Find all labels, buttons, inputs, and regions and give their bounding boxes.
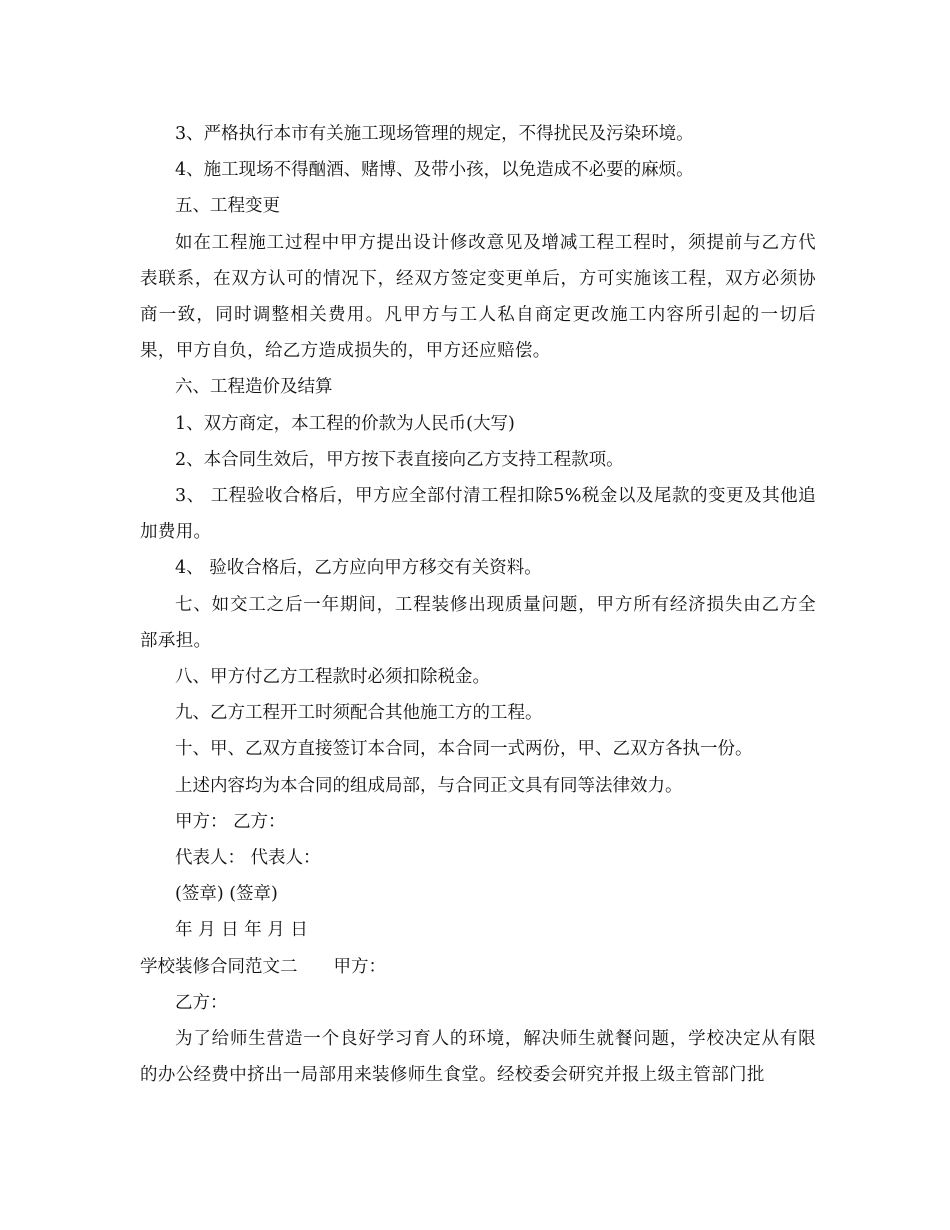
clause-3: 3、严格执行本市有关施工现场管理的规定，不得扰民及污染环境。 [175,124,694,144]
section-7: 七、如交工之后一年期间，工程装修出现质量问题，甲方所有经济损失由乙方全部承担。 [140,594,816,651]
section-6-item-1: 1、双方商定，本工程的价款为人民币(大写) [175,413,515,434]
section-6-item-2: 2、本合同生效后，甲方按下表直接向乙方支持工程款项。 [175,449,624,470]
sample-2-intro: 为了给师生营造一个良好学习育人的环境，解决师生就餐问题，学校决定从有限的办公经费中挤出一局部用来装修师生食堂。经校委会研究并报上级主管部门批 [140,1029,816,1086]
section-5-paragraph: 如在工程施工过程中甲方提出设计修改意见及增减工程工程时，须提前与乙方代表联系，在双方认可的情况下，经双方签定变更单后，方可实施该工程，双方必须协商一致，同时调整相关费用。凡甲方与工人私自商定更改施工内容所引起的一切后果，甲方自负，给乙方造成损失的，甲方还应赔偿。 [140,232,816,362]
section-9: 九、乙方工程开工时须配合其他施工方的工程。 [175,703,543,724]
section-8: 八、甲方付乙方工程款时必须扣除税金。 [175,667,490,688]
sample-2-title-line [140,949,816,985]
section-10: 十、甲、乙双方直接签订本合同，本合同一式两份，甲、乙双方各执一份。 [175,739,753,760]
sample-2-title: 学校装修合同范文二 [140,956,298,977]
party-signature-line: 甲方： 乙方： [175,811,286,832]
section-5-heading: 五、工程变更 [175,196,280,217]
section-6-heading: 六、工程造价及结算 [175,377,333,398]
representative-line: 代表人： 代表人： [175,848,321,869]
document-body [140,116,816,1093]
section-6-item-3: 3、 工程验收合格后，甲方应全部付清工程扣除5%税金以及尾款的变更及其他追加费用。 [140,486,816,543]
date-line: 年 月 日 年 月 日 [175,920,308,941]
section-6-item-4: 4、 验收合格后，乙方应向甲方移交有关资料。 [175,558,542,579]
sample-2-party-b: 乙方： [175,992,228,1013]
clause-4: 4、施工现场不得酗酒、赌博、及带小孩，以免造成不必要的麻烦。 [175,160,694,181]
closing-statement: 上述内容均为本合同的组成局部，与合同正文具有同等法律效力。 [175,775,683,796]
sample-2-party-a: 甲方： [333,956,386,977]
seal-line: (签章) (签章) [175,884,278,905]
